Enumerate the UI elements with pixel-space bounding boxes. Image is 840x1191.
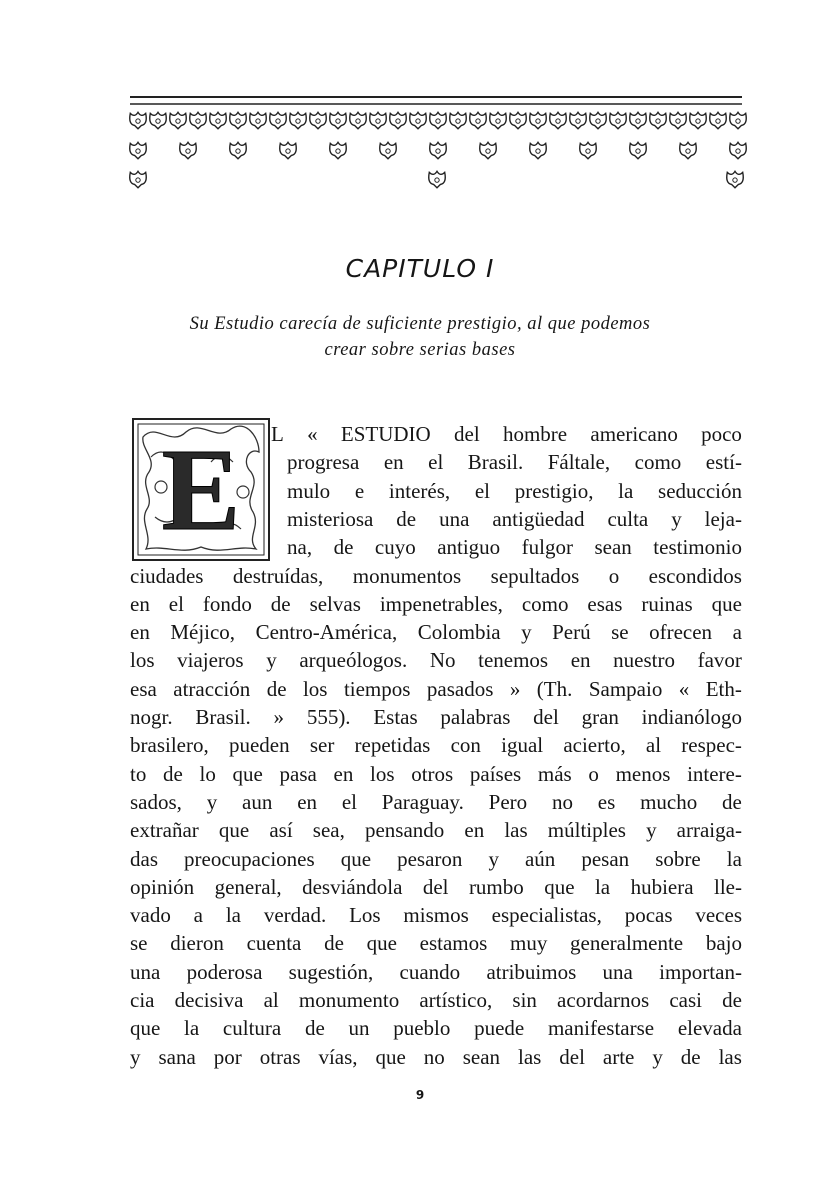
text-line [130, 760, 742, 788]
word: sugestión, [288, 959, 374, 984]
word: con [450, 733, 481, 758]
word: de [722, 789, 742, 814]
word: to [130, 761, 147, 786]
word: de [270, 591, 291, 616]
word: casi [669, 988, 702, 1012]
word: na, [287, 535, 313, 560]
word: el [474, 478, 490, 503]
word: pasados [426, 676, 494, 701]
word: nuestro [613, 648, 675, 673]
word: lo [199, 761, 216, 786]
word: que [130, 1016, 161, 1041]
word: poco [701, 422, 742, 446]
text-line [130, 562, 742, 590]
word: un [348, 1016, 370, 1041]
word: 555). [306, 705, 351, 729]
word: en [464, 818, 485, 843]
word: la [225, 903, 241, 928]
word: arte [602, 1044, 635, 1069]
word: en [570, 648, 591, 673]
word: culta [607, 506, 649, 531]
word: del [559, 1044, 585, 1069]
word: Méjico, [170, 620, 236, 645]
word: destruídas, [232, 563, 324, 588]
word: en [130, 591, 150, 616]
word: Perú [552, 620, 591, 645]
word: que [340, 846, 372, 871]
word: » [273, 705, 285, 729]
word: Fáltale, [547, 450, 611, 475]
word: progresa [287, 450, 360, 475]
chapter-title: CAPITULO I [345, 254, 495, 283]
word: cultura [222, 1016, 282, 1041]
word: testimonio [653, 535, 742, 560]
word: atracción [173, 676, 251, 701]
word: tiempos [343, 676, 411, 701]
word: en [297, 789, 318, 814]
word: desviándola [302, 874, 403, 899]
word: « [307, 422, 318, 446]
word: aún [524, 846, 556, 871]
word: sana [158, 1044, 196, 1069]
word: antiguo [437, 535, 501, 560]
illuminated-initial-icon [131, 417, 271, 562]
word: das [130, 846, 158, 871]
word: cia [130, 988, 155, 1012]
word: que [711, 591, 742, 616]
word: L [271, 422, 284, 446]
word: gran [581, 705, 619, 729]
word: preocupaciones [184, 846, 315, 871]
text-line [130, 618, 742, 646]
word: favor [697, 648, 742, 673]
word: de [324, 931, 344, 956]
word: lle- [713, 874, 742, 899]
word: pasa [279, 761, 317, 786]
word: leja- [704, 506, 742, 531]
word: veces [695, 903, 742, 928]
word: en [383, 450, 404, 475]
word: las [518, 1044, 542, 1069]
word: rumbo [468, 874, 524, 899]
word: brasilero, [130, 733, 209, 758]
word: Colombia [417, 620, 501, 645]
word: opinión [130, 874, 195, 899]
word: que [375, 1044, 406, 1069]
word: que [232, 761, 263, 786]
word: más [537, 761, 572, 786]
word: y [671, 506, 682, 531]
word: monumento [298, 988, 400, 1012]
word: de [304, 1016, 325, 1041]
word: Brasil. [195, 705, 251, 729]
subtitle-line-2: crear sobre serias bases [324, 340, 516, 360]
word: ofrecen [649, 620, 713, 645]
text-line [130, 703, 742, 731]
text-line [130, 1043, 742, 1071]
text-line [130, 816, 742, 844]
word: mismos [403, 903, 469, 928]
word: en [130, 620, 150, 645]
word: la [726, 846, 742, 871]
word: aun [242, 789, 273, 814]
word: vado [130, 903, 171, 928]
word: dieron [170, 931, 224, 956]
word: una [602, 959, 633, 984]
word: » [509, 676, 521, 701]
word: el [341, 789, 357, 814]
word: cuando [399, 959, 461, 984]
word: o [608, 563, 620, 588]
word: del [422, 874, 449, 899]
word: elevada [677, 1016, 742, 1041]
chapter-subtitle [0, 311, 840, 363]
text-line [130, 901, 742, 929]
text-line [130, 646, 742, 674]
text-line [130, 873, 742, 901]
word: (Th. [536, 676, 573, 701]
word: otros [411, 761, 454, 786]
word: acierto, [563, 733, 626, 758]
word: cuenta [246, 931, 302, 956]
word: que [366, 931, 397, 956]
word: que [544, 874, 575, 899]
text-line [287, 505, 742, 533]
word: del [454, 422, 480, 446]
word: no [423, 1044, 445, 1069]
word: así [269, 818, 293, 843]
word: una [130, 959, 161, 984]
word: hubiera [630, 874, 694, 899]
word: esa [130, 676, 157, 701]
word: cuyo [374, 535, 416, 560]
word: escondidos [648, 563, 742, 588]
text-line [130, 788, 742, 816]
word: generalmente [570, 931, 684, 956]
word: antigüedad [492, 506, 585, 531]
text-line [130, 675, 742, 703]
word: acordarnos [557, 988, 650, 1012]
word: y [206, 789, 218, 814]
word: y [646, 818, 657, 843]
word: de [333, 535, 354, 560]
word: la [618, 478, 634, 503]
text-line [130, 986, 742, 1014]
word: a [732, 620, 742, 645]
word: extrañar [130, 818, 199, 843]
word: Los [349, 903, 381, 928]
floral-ornament-icon [0, 0, 840, 200]
word: Estas [373, 705, 418, 729]
subtitle-line-1: Su Estudio carecía de suficiente prestigio, al que podemos [189, 314, 651, 334]
word: ciudades [130, 563, 204, 588]
word: se [130, 931, 148, 956]
text-line [130, 929, 742, 957]
word: que [218, 818, 250, 843]
word: el [428, 450, 444, 475]
word: se [611, 620, 629, 645]
word: decisiva [174, 988, 244, 1012]
word: las [718, 1044, 742, 1069]
word: Eth- [705, 676, 742, 701]
word: selvas [309, 591, 361, 616]
word: atribuimos [486, 959, 577, 984]
word: pueblo [393, 1016, 451, 1041]
word: la [184, 1016, 200, 1041]
word: ser [309, 733, 335, 758]
text-line [130, 1014, 742, 1042]
word: estí- [705, 450, 742, 475]
word: las [504, 818, 528, 843]
word: y [488, 846, 499, 871]
word: no [551, 789, 573, 814]
word: pocas [624, 903, 673, 928]
word: interés, [388, 478, 451, 503]
word: arraiga- [676, 818, 742, 843]
word: una [439, 506, 470, 531]
word: y [130, 1044, 141, 1069]
word: monumentos [352, 563, 462, 588]
word: puede [474, 1016, 525, 1041]
word: verdad. [263, 903, 327, 928]
dropcap-letter: E [161, 424, 241, 555]
word: y [652, 1044, 663, 1069]
word: muy [509, 931, 548, 956]
word: sin [512, 988, 537, 1012]
word: sobre [655, 846, 701, 871]
word: sean [462, 1044, 501, 1069]
word: intere- [687, 761, 742, 786]
word: vías, [318, 1044, 358, 1069]
page-number: 9 [415, 1088, 425, 1102]
word: viajeros [177, 648, 244, 673]
word: pesaron [397, 846, 463, 871]
word: otras [259, 1044, 301, 1069]
word: múltiples [547, 818, 626, 843]
word: general, [214, 874, 282, 899]
word: el [168, 591, 184, 616]
word: hombre [502, 422, 568, 446]
word: al [263, 988, 279, 1012]
word: bajo [705, 931, 742, 956]
word: nogr. [130, 705, 173, 729]
word: Paraguay. [381, 789, 464, 814]
word: como [521, 591, 569, 616]
word: a [193, 903, 203, 928]
word: estamos [419, 931, 488, 956]
word: palabras [440, 705, 511, 729]
text-line [287, 448, 742, 476]
word: igual [501, 733, 544, 758]
word: de [163, 761, 183, 786]
word: los [370, 761, 395, 786]
word: seducción [658, 478, 742, 503]
word: de [722, 988, 742, 1012]
word: artístico, [419, 988, 493, 1012]
word: sean [594, 535, 632, 560]
word: americano [590, 422, 678, 446]
word: del [533, 705, 559, 729]
text-line [130, 731, 742, 759]
word: Pero [488, 789, 528, 814]
text-line [130, 590, 742, 618]
word: de [680, 1044, 701, 1069]
word: países [469, 761, 522, 786]
word: Centro-América, [255, 620, 398, 645]
text-line [271, 420, 742, 448]
word: impenetrables, [379, 591, 503, 616]
word: prestigio, [514, 478, 594, 503]
word: de [396, 506, 417, 531]
word: sados, [130, 789, 182, 814]
word: indianólogo [641, 705, 742, 729]
word: fondo [202, 591, 252, 616]
word: pensando [364, 818, 445, 843]
word: pueden [228, 733, 290, 758]
word: tenemos [478, 648, 549, 673]
word: al [645, 733, 662, 758]
word: fulgor [521, 535, 573, 560]
word: No [429, 648, 456, 673]
text-line [287, 533, 742, 561]
word: de [266, 676, 287, 701]
word: en [333, 761, 354, 786]
word: menos [615, 761, 671, 786]
word: los [130, 648, 155, 673]
word: y [266, 648, 277, 673]
word: como [634, 450, 682, 475]
word: y [521, 620, 532, 645]
word: sea, [312, 818, 345, 843]
word: sepultados [490, 563, 580, 588]
text-line [130, 845, 742, 873]
word: « [678, 676, 690, 701]
word: importan- [659, 959, 742, 984]
text-line [287, 477, 742, 505]
word: o [588, 761, 599, 786]
word: es [597, 789, 616, 814]
word: Brasil. [467, 450, 524, 475]
word: Sampaio [588, 676, 663, 701]
text-line [130, 958, 742, 986]
word: manifestarse [547, 1016, 655, 1041]
word: e [354, 478, 365, 503]
word: repetidas [354, 733, 431, 758]
word: especialistas, [491, 903, 602, 928]
word: misteriosa [287, 506, 374, 531]
word: ruinas [641, 591, 693, 616]
word: esas [587, 591, 623, 616]
word: los [302, 676, 328, 701]
word: ESTUDIO [340, 422, 431, 446]
word: mulo [287, 478, 331, 503]
word: la [594, 874, 611, 899]
word: poderosa [186, 959, 263, 984]
word: arqueólogos. [299, 648, 408, 673]
word: por [213, 1044, 242, 1069]
word: mucho [640, 789, 698, 814]
word: respec- [681, 733, 742, 758]
word: pesan [581, 846, 630, 871]
